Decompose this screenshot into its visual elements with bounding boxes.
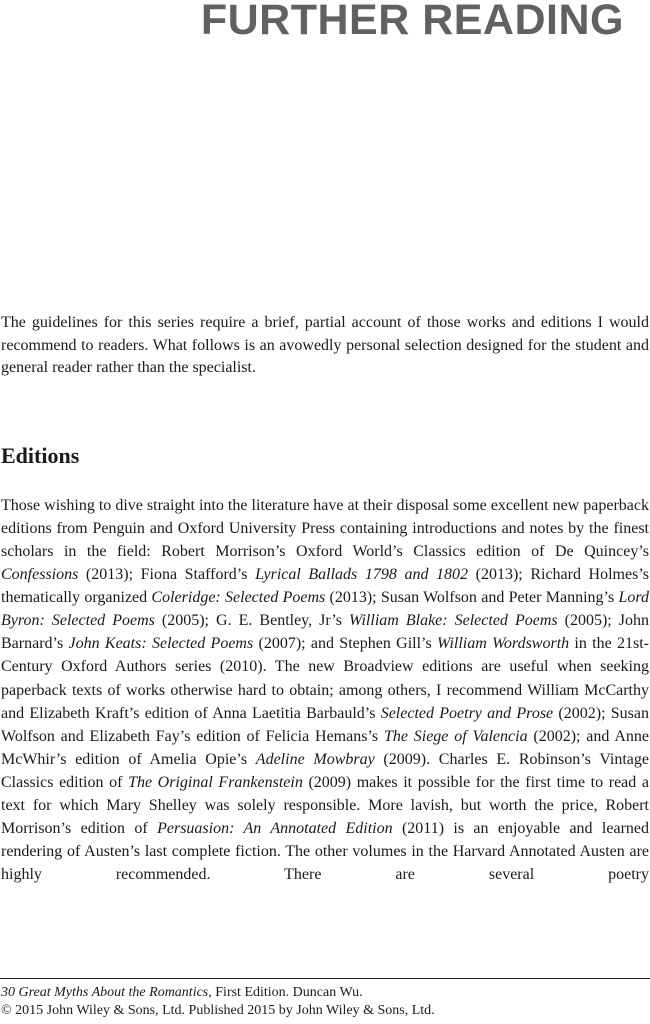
footer-copyright-line: © 2015 John Wiley & Sons, Ltd. Published 2015 by John Wiley & Sons, Ltd. xyxy=(1,1003,435,1018)
book-title-italic: William Wordsworth xyxy=(437,635,570,653)
footer-citation-line xyxy=(1,984,649,1002)
body-text-segment: Those wishing to dive straight into the literature have at their disposal some excellent new paperback editions from Penguin and Oxford University Press containing introductions and notes by the finest scholars in the field: Robert Morrison’s Oxford World’s Classics edition of De Quincey’s xyxy=(1,497,649,561)
book-title-italic: Coleridge: Selected Poems xyxy=(151,589,326,607)
body-text-segment: (2013); Richard Holmes’s thematically organized xyxy=(1,566,650,607)
section-heading: Editions xyxy=(1,443,80,468)
book-title-italic: The Siege of Valencia xyxy=(383,727,528,745)
body-text-segment: (2007); and Stephen Gill’s xyxy=(253,635,437,653)
footer-divider xyxy=(0,978,650,979)
body-text-segment: (2011) is an enjoyable and learned rendering of Austen’s last complete fiction. The other volumes in the Harvard Annotated Austen are highly recommended. There are several poetry xyxy=(1,819,649,883)
book-title-italic: Lyrical Ballads 1798 and 1802 xyxy=(255,566,469,584)
body-text-segment: (2002); and Anne McWhir’s edition of Amelia Opie’s xyxy=(1,727,649,768)
body-text-segment: (2002); Susan Wolfson and Elizabeth Fay’s edition of Felicia Hemans’s xyxy=(1,704,649,745)
book-title-italic: Confessions xyxy=(1,566,79,584)
book-title-italic: The Original Frankenstein xyxy=(128,773,303,791)
book-title-italic: Adeline Mowbray xyxy=(255,750,375,768)
book-title-italic: John Keats: Selected Poems xyxy=(68,635,254,653)
book-title-italic: William Blake: Selected Poems xyxy=(349,612,558,630)
copyright-footer xyxy=(1,984,649,1020)
body-text-segment: (2009). Charles E. Robinson’s Vintage Classics edition of xyxy=(1,750,650,791)
intro-paragraph: The guidelines for this series require a brief, partial account of those works and editions I would recommend to readers. What follows is an avowedly personal selection designed for the student and general reader rather than the specialist. xyxy=(1,314,649,376)
page-title: FURTHER READING xyxy=(200,0,624,44)
body-text-segment: (2005); John Barnard’s xyxy=(1,612,649,653)
body-text-segment: (2009) makes it possible for the first time to read a text for which Mary Shelley was solely responsible. More lavish, but worth the price, Robert Morrison’s edition of xyxy=(1,773,649,837)
footer-book-title: 30 Great Myths About the Romantics xyxy=(1,985,209,1000)
book-title-italic: Lord Byron: Selected Poems xyxy=(1,589,649,630)
footer-edition-author: , First Edition. Duncan Wu. xyxy=(208,985,363,1000)
book-title-italic: Persuasion: An Annotated Edition xyxy=(157,819,393,837)
editions-paragraph xyxy=(1,494,649,886)
body-text-segment: in the 21st-Century Oxford Authors series (2010). The new Broadview editions are useful when seeking paperback texts of works otherwise hard to obtain; among others, I recommend William McCarthy and Elizabeth Kraft’s edition of Anna Laetitia Barbauld’s xyxy=(1,635,650,722)
body-text-segment: (2013); Fiona Stafford’s xyxy=(78,566,256,584)
body-text-segment: (2013); Susan Wolfson and Peter Manning’s xyxy=(325,589,619,607)
body-text-segment: (2005); G. E. Bentley, Jr’s xyxy=(154,612,350,630)
book-title-italic: Selected Poetry and Prose xyxy=(380,704,554,722)
